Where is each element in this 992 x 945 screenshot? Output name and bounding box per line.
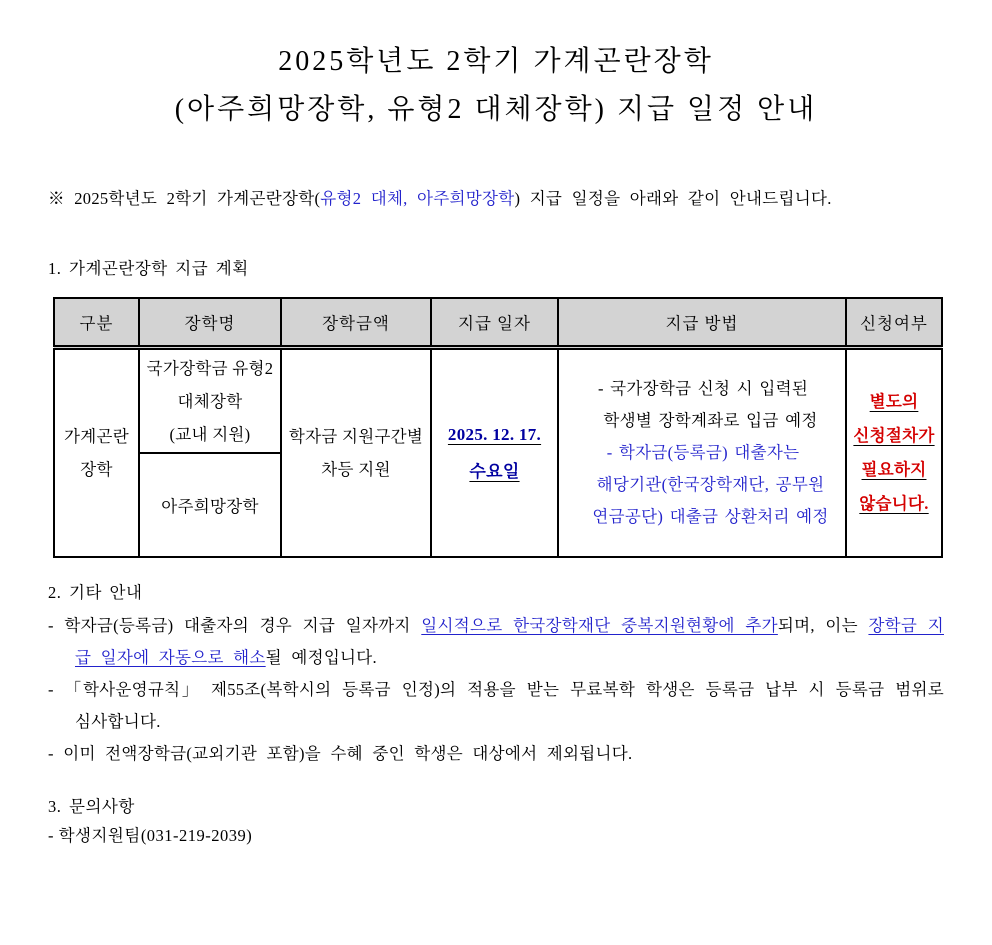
bullet-reenrollment-rule: - 「학사운영규칙」 제55조(복학시의 등록금 인정)의 적용을 받는 무료복학 학생은 등록금 납부 시 등록금 범위로 심사합니다. bbox=[48, 680, 944, 731]
bullet-loan-holder-notice bbox=[48, 610, 944, 674]
bullet-full-scholarship-exclusion: - 이미 전액장학금(교외기관 포함)을 수혜 중인 학생은 대상에서 제외됩니다. bbox=[48, 744, 633, 763]
col-header-application: 신청여부 bbox=[846, 298, 942, 348]
cell-payment-date bbox=[431, 348, 558, 558]
notice-prefix: ※ 2025학년도 2학기 가계곤란장학( bbox=[48, 189, 321, 208]
page-title-line1: 2025학년도 2학기 가계곤란장학 bbox=[278, 46, 714, 77]
notice-paragraph bbox=[48, 186, 944, 212]
contact-info: - 학생지원팀(031-219-2039) bbox=[48, 826, 253, 845]
table-header-row bbox=[54, 298, 942, 348]
cell-application-status bbox=[846, 348, 942, 558]
bullet1-seg3: 될 예정입니다. bbox=[265, 648, 377, 667]
section3-heading: 3. 문의사항 bbox=[48, 797, 135, 816]
col-header-amount: 장학금액 bbox=[281, 298, 431, 348]
page-title bbox=[48, 38, 944, 134]
bullet1-seg2: 되며, 이는 bbox=[777, 616, 869, 635]
payment-date-text: 2025. 12. 17. 수요일 bbox=[447, 425, 542, 481]
payment-method-item-2: - 학자금(등록금) 대출자는 해당기관(한국장학재단, 공무원 연금공단) 대출금 상환처리 예정 bbox=[592, 443, 829, 526]
table-row bbox=[54, 348, 942, 454]
scholarship-plan-table bbox=[53, 297, 943, 558]
payment-method-item-1: - 국가장학금 신청 시 입력된 학생별 장학계좌로 입금 예정 bbox=[597, 379, 818, 430]
section2-heading: 2. 기타 안내 bbox=[48, 583, 143, 602]
page-title-line2: (아주희망장학, 유형2 대체장학) 지급 일정 안내 bbox=[174, 94, 818, 125]
notice-highlight: 유형2 대체, 아주희망장학 bbox=[320, 189, 515, 208]
section2-bullets bbox=[48, 610, 944, 770]
notice-suffix: ) 지급 일정을 아래와 같이 안내드립니다. bbox=[514, 189, 832, 208]
cell-scholarship-hope: 아주희망장학 bbox=[139, 453, 281, 557]
cell-payment-method bbox=[558, 348, 846, 558]
cell-scholarship-type2: 국가장학금 유형2 대체장학 (교내 지원) bbox=[139, 348, 281, 454]
bullet1-seg1: - 학자금(등록금) 대출자의 경우 지급 일자까지 bbox=[48, 616, 422, 635]
application-status-text: 별도의 신청절차가 필요하지 않습니다. bbox=[853, 392, 935, 513]
col-header-category: 구분 bbox=[54, 298, 139, 348]
cell-category: 가계곤란 장학 bbox=[54, 348, 139, 558]
bullet1-link1: 일시적으로 한국장학재단 중복지원현황에 추가 bbox=[421, 616, 778, 635]
bullet1-link2: 장학금 지급 일자에 자동으로 해소 bbox=[75, 616, 944, 667]
col-header-scholarship-name: 장학명 bbox=[139, 298, 281, 348]
cell-amount: 학자금 지원구간별 차등 지원 bbox=[281, 348, 431, 558]
section1-heading: 1. 가계곤란장학 지급 계획 bbox=[48, 259, 249, 278]
col-header-payment-method: 지급 방법 bbox=[558, 298, 846, 348]
col-header-payment-date: 지급 일자 bbox=[431, 298, 558, 348]
